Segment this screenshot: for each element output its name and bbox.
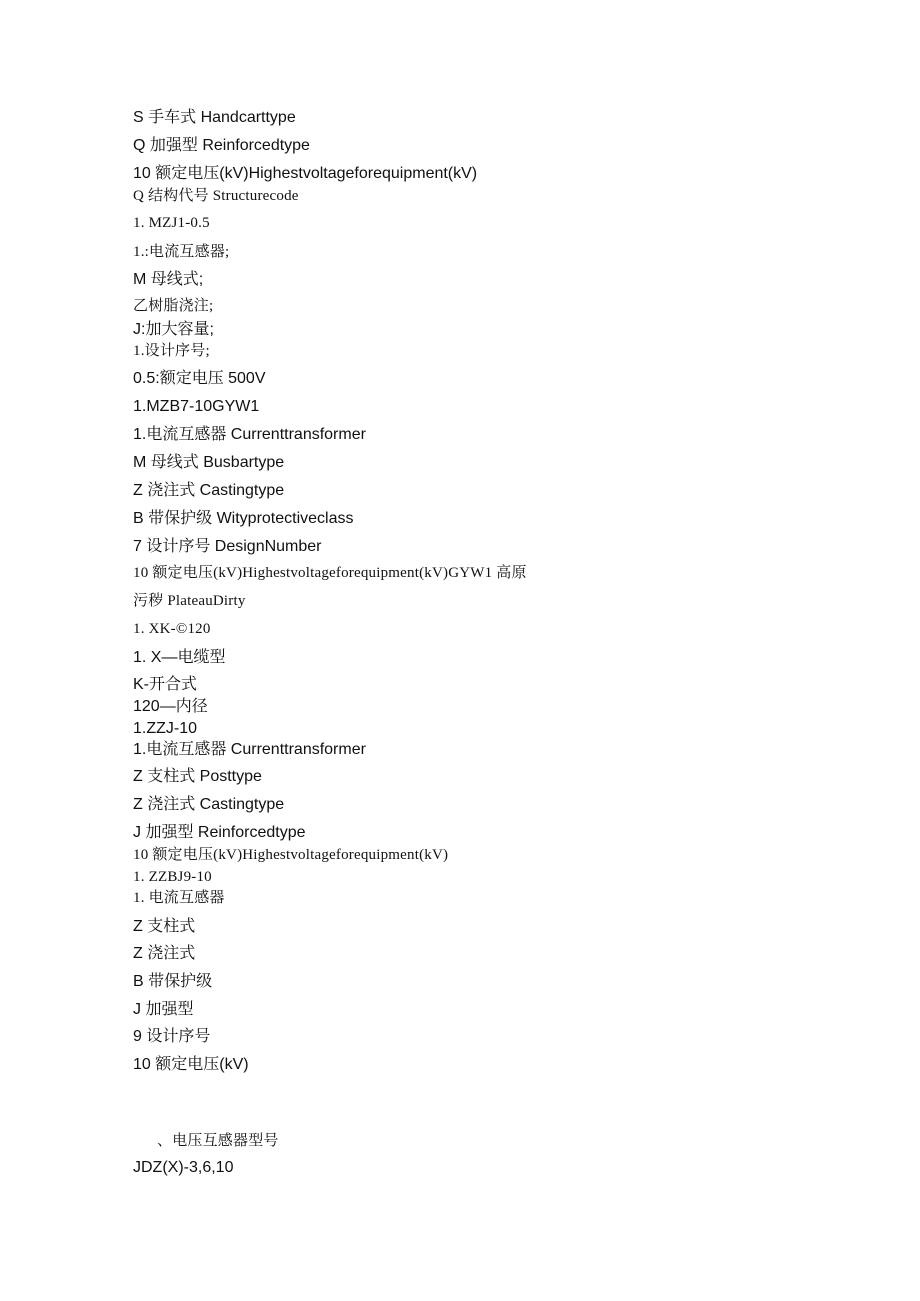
text-line: J 加强型 xyxy=(133,1001,194,1018)
text-line: Z 浇注式 Castingtype xyxy=(133,796,285,813)
text-line: B 带保护级 Wityprotectiveclass xyxy=(133,510,354,527)
text-line: 1. ZZBJ9-10 xyxy=(133,869,212,885)
section-heading: 、电压互感器型号 xyxy=(157,1133,279,1149)
text-line: B 带保护级 xyxy=(133,973,213,990)
text-line: Q 加强型 Reinforcedtype xyxy=(133,137,310,154)
text-line: S 手车式 Handcarttype xyxy=(133,109,296,126)
text-line: J 加强型 Reinforcedtype xyxy=(133,824,306,841)
text-line: JDZ(X)-3,6,10 xyxy=(133,1159,234,1176)
text-line: 1. 电流互感器 xyxy=(133,890,225,906)
text-line: 1. XK-©120 xyxy=(133,621,211,637)
text-line: Z 支柱式 Posttype xyxy=(133,768,262,785)
text-line: M 母线式; xyxy=(133,271,204,288)
text-line: 1.设计序号; xyxy=(133,343,210,359)
text-line: 污秽 PlateauDirty xyxy=(133,593,246,609)
text-line: 1.ZZJ-10 xyxy=(133,720,198,737)
text-line: 10 额定电压(kV) xyxy=(133,1056,249,1073)
text-line: 1.MZB7-10GYW1 xyxy=(133,398,260,415)
text-line: 120—内径 xyxy=(133,698,208,715)
text-line: Z 支柱式 xyxy=(133,918,196,935)
text-line: 9 设计序号 xyxy=(133,1028,211,1045)
text-line: 1.电流互感器 Currenttransformer xyxy=(133,741,366,758)
text-line: Q 结构代号 Structurecode xyxy=(133,188,299,204)
text-line: 1. X—电缆型 xyxy=(133,649,226,666)
text-line: J:加大容量; xyxy=(133,321,214,338)
text-line: Z 浇注式 Castingtype xyxy=(133,482,285,499)
text-line: 10 额定电压(kV)Highestvoltageforequipment(kV)GYW1 高原 xyxy=(133,565,527,581)
text-line: 10 额定电压(kV)Highestvoltageforequipment(kV) xyxy=(133,847,449,863)
text-line: 0.5:额定电压 500V xyxy=(133,370,266,387)
text-line: Z 浇注式 xyxy=(133,945,196,962)
text-line: 1. MZJ1-0.5 xyxy=(133,215,210,231)
text-line: 1.电流互感器 Currenttransformer xyxy=(133,426,366,443)
text-line: 7 设计序号 DesignNumber xyxy=(133,538,322,555)
text-line: K-开合式 xyxy=(133,676,198,693)
text-line: 1.:电流互感器; xyxy=(133,244,230,260)
text-line: 乙树脂浇注; xyxy=(133,298,214,314)
text-line: 10 额定电压(kV)Highestvoltageforequipment(kV) xyxy=(133,165,478,182)
text-line: M 母线式 Busbartype xyxy=(133,454,285,471)
